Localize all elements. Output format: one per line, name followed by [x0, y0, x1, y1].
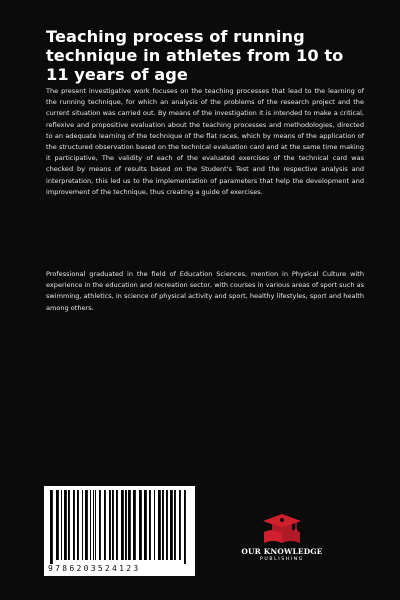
publisher-subtitle: PUBLISHING	[260, 557, 304, 562]
graduation-cap-book-icon	[261, 512, 303, 546]
barcode-bar	[179, 490, 181, 560]
barcode-bar	[154, 490, 155, 560]
isbn-barcode	[44, 486, 195, 576]
barcode-bar	[125, 490, 127, 560]
barcode-bar	[99, 490, 101, 560]
publisher-logo	[232, 510, 332, 566]
barcode-bar	[50, 490, 53, 564]
barcode-bar	[166, 490, 168, 560]
book-abstract: The present investigative work focuses on the teaching processes that lead to the learning of the running technique, for which an analysis of the problems of the research project and the current situation was carried out. By means of the investigation it is intended to make a critical, reflexive and propositive evaluation about the teaching processes and methodologies, directed to an adequate learning of the technique of the flat races, which by means of the application of the structured observation based on the technical evaluation card and at the same time making it participative, The validity of each of the evaluated exercises of the technical card was checked by means of results based on the Student's Test and the respective analysis and interpretation, this led us to the implementation of parameters that help the development and improvement of the technique, thus creating a guide of exercises.	[46, 87, 364, 196]
barcode-bar	[56, 490, 59, 560]
book-title: Teaching process of running technique in athletes from 10 to 11 years of age	[46, 27, 344, 84]
barcode-bar	[104, 490, 106, 560]
barcode-bar	[61, 490, 62, 560]
isbn-number: 9786203524123	[48, 564, 141, 573]
barcode-bar	[64, 490, 67, 560]
barcode-bar	[121, 490, 124, 560]
barcode-bar	[128, 490, 131, 560]
barcode-bar	[162, 490, 164, 560]
barcode-bar	[112, 490, 114, 560]
barcode-bar	[139, 490, 142, 560]
barcode-bar	[116, 490, 118, 560]
barcode-bars	[48, 490, 191, 564]
barcode-bar	[82, 490, 83, 560]
barcode-bar	[158, 490, 161, 560]
barcode-bar	[109, 490, 111, 560]
barcode-bar	[90, 490, 91, 560]
barcode-bar	[85, 490, 88, 560]
barcode-bar	[184, 490, 186, 564]
barcode-bar	[93, 490, 94, 560]
barcode-bar	[95, 490, 96, 560]
barcode-bar	[170, 490, 173, 560]
barcode-bar	[77, 490, 79, 560]
barcode-bar	[133, 490, 136, 560]
publisher-name: OUR KNOWLEDGE	[241, 547, 323, 556]
barcode-bar	[174, 490, 176, 560]
barcode-bar	[149, 490, 151, 560]
barcode-bar	[73, 490, 75, 560]
barcode-bar	[144, 490, 147, 560]
barcode-bar	[68, 490, 70, 560]
author-bio: Professional graduated in the field of Education Sciences, mention in Physical Culture with experience in the education and recreation sector, with courses in various areas of sport such as swimming, athletics, in science of physical activity and sport, healthy lifestyles, sport and health among others.	[46, 270, 364, 312]
